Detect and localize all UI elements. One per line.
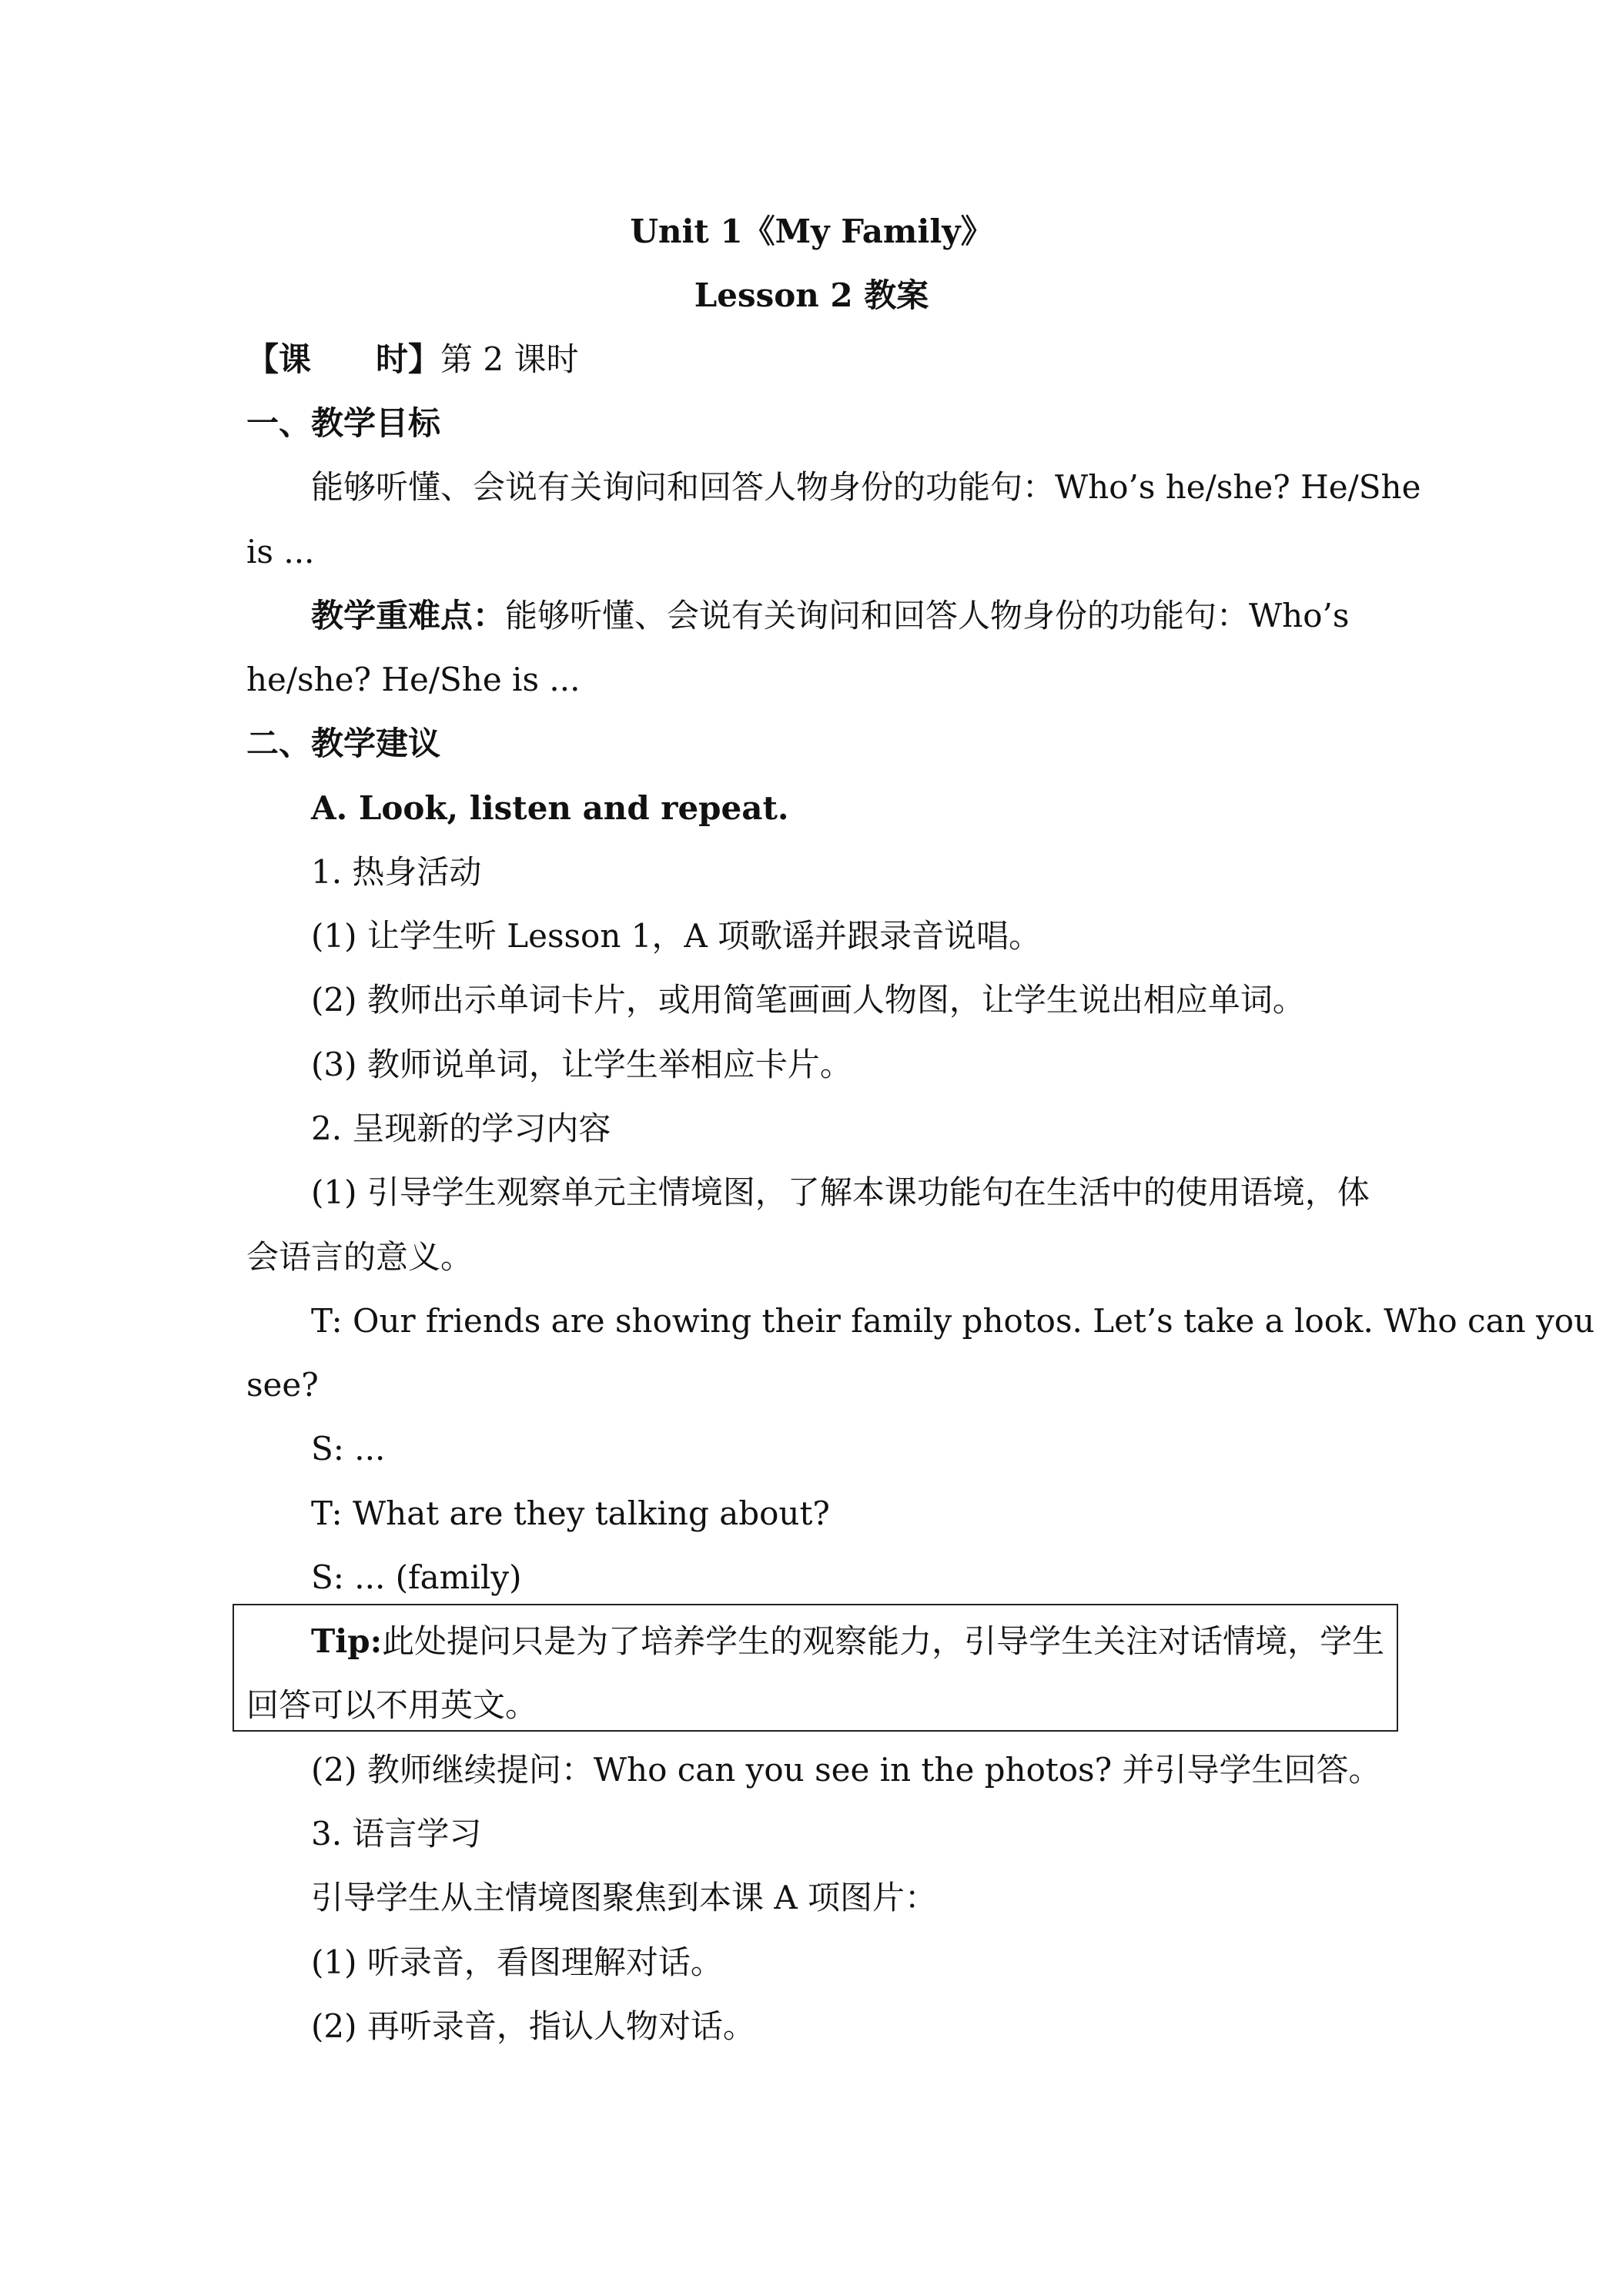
dialogue-t2: T: What are they talking about? bbox=[311, 1494, 830, 1532]
lesson-time-line bbox=[246, 340, 579, 378]
lesson-time-label-1: 【课 bbox=[246, 340, 312, 378]
keypoint-text: 能够听懂、会说有关询问和回答人物身份的功能句：Who’s bbox=[505, 597, 1350, 634]
step2-item1-line2: 会语言的意义。 bbox=[246, 1238, 474, 1276]
step3-intro: 引导学生从主情境图聚焦到本课 A 项图片： bbox=[311, 1879, 938, 1916]
tip-label: Tip: bbox=[311, 1622, 383, 1660]
step1-item-3: (3) 教师说单词，让学生举相应卡片。 bbox=[311, 1046, 852, 1083]
tip-text: 此处提问只是为了培养学生的观察能力，引导学生关注对话情境，学生 bbox=[382, 1622, 1385, 1660]
dialogue-s1: S: ... bbox=[311, 1430, 386, 1468]
dialogue-t1-line2: see? bbox=[246, 1366, 319, 1404]
keypoint-label: 教学重难点： bbox=[311, 597, 506, 634]
keypoint-line1 bbox=[311, 597, 1350, 634]
tip-line1 bbox=[311, 1622, 1385, 1660]
step1-title: 1. 热身活动 bbox=[311, 853, 482, 891]
step2-title: 2. 呈现新的学习内容 bbox=[311, 1110, 611, 1147]
step2-item1-line1: (1) 引导学生观察单元主情境图，了解本课功能句在生活中的使用语境，体 bbox=[311, 1173, 1370, 1211]
step1-item-2: (2) 教师出示单词卡片，或用简笔画画人物图，让学生说出相应单词。 bbox=[311, 981, 1305, 1019]
lesson-time-label-2: 时】 bbox=[376, 340, 441, 378]
step2-item2: (2) 教师继续提问：Who can you see in the photos? 并引导学生回答。 bbox=[311, 1751, 1381, 1789]
objective-line2: is ... bbox=[246, 533, 315, 571]
document-title: Unit 1《My Family》 bbox=[630, 213, 993, 250]
dialogue-t1-line1: T: Our friends are showing their family photos. Let’s take a look. Who can you bbox=[311, 1302, 1595, 1340]
tip-line2: 回答可以不用英文。 bbox=[246, 1686, 538, 1724]
document-subtitle: Lesson 2 教案 bbox=[694, 276, 929, 314]
step3-title: 3. 语言学习 bbox=[311, 1815, 482, 1853]
dialogue-s2: S: ... (family) bbox=[311, 1558, 522, 1596]
lesson-time-value: 第 2 课时 bbox=[440, 340, 579, 378]
step3-item-1: (1) 听录音，看图理解对话。 bbox=[311, 1943, 723, 1981]
part-a-title: A. Look, listen and repeat. bbox=[311, 789, 789, 827]
section1-heading: 一、教学目标 bbox=[246, 404, 441, 442]
keypoint-line2: he/she? He/She is ... bbox=[246, 661, 581, 698]
step3-item-2: (2) 再听录音，指认人物对话。 bbox=[311, 2007, 755, 2045]
section2-heading: 二、教学建议 bbox=[246, 725, 441, 762]
objective-line1: 能够听懂、会说有关询问和回答人物身份的功能句：Who’s he/she? He/She bbox=[311, 468, 1421, 506]
step1-item-1: (1) 让学生听 Lesson 1，A 项歌谣并跟录音说唱。 bbox=[311, 917, 1042, 955]
